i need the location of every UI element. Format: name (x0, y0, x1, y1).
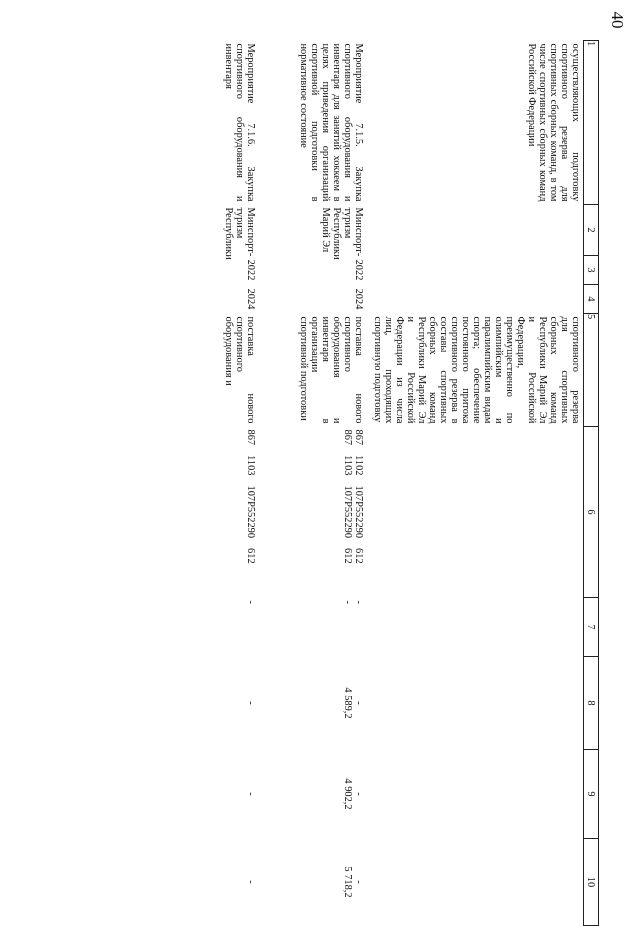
col-header-4: 4 (584, 285, 599, 314)
cell-start-year: 2022 (353, 259, 364, 281)
cell-executor: Минспорт-туризм Республики (223, 207, 256, 260)
col-header-3: 3 (584, 256, 599, 285)
cell-result: поставка нового спортивного оборудования и инвентаря в организации спортивной подготовки (298, 316, 364, 424)
col-header-10: 10 (584, 839, 599, 926)
page-number: 40 (608, 11, 627, 29)
cell-executor (366, 205, 584, 256)
col-header-8: 8 (584, 657, 599, 750)
col-header-9: 9 (584, 750, 599, 839)
code-rzpr: 1103 (245, 455, 256, 476)
cell-col7 (366, 598, 584, 657)
cell-col8: - (245, 701, 256, 705)
cell-end-year: 2024 (353, 288, 364, 310)
column-number-header (584, 41, 599, 926)
col-header-2: 2 (584, 205, 599, 256)
code-grbs: 867 (245, 429, 256, 446)
cell-col7: - - (342, 600, 364, 604)
col-header-6: 6 (584, 427, 599, 598)
cell-col7: - (245, 600, 256, 604)
code-grbs: 867 867 (342, 429, 364, 446)
code-csr: 107P552290 107P552290 (342, 485, 364, 539)
cell-col8 (366, 657, 584, 750)
cell-event: осуществляющих подготовку спортивного резерва для спортивных сборных команд, в том числе спортивных сборных команд Российской Федерации (526, 43, 581, 202)
code-vr: 612 (245, 548, 256, 564)
cell-budget-codes (258, 427, 366, 598)
cell-col9: - 4 902,2 (342, 778, 364, 810)
program-table (217, 40, 599, 926)
cell-executor: Минспорт-туризм Республики Марий Эл (320, 207, 364, 260)
cell-budget-codes (366, 427, 584, 598)
col-header-5: 5 (584, 314, 599, 427)
cell-event: Мероприятие 7.1.6. Закупка спортивного оборудования и инвентаря (223, 43, 256, 202)
rotated-table-sheet (120, 40, 599, 915)
cell-event: Мероприятие 7.1.5. Закупка спортивного оборудования и инвентаря для занятий хоккеем в целях приведения организаций спортивной подготовки в нормативное состояние (298, 43, 364, 202)
code-rzpr: 1102 1103 (342, 455, 364, 476)
table-row (217, 41, 258, 926)
cell-start-year (366, 256, 584, 285)
cell-col8: - 4 589,2 (342, 687, 364, 719)
code-csr: 107P552290 (245, 485, 256, 539)
col-header-7: 7 (584, 598, 599, 657)
table-row (258, 41, 366, 926)
cell-col9: - (245, 792, 256, 796)
cell-col10: - 5 718,2 (342, 866, 364, 898)
cell-end-year: 2024 (245, 288, 256, 310)
cell-result: поставка нового спортивного оборудования и (223, 316, 256, 424)
cell-col10 (366, 839, 584, 926)
code-vr: 612 612 (342, 548, 364, 564)
cell-result: спортивного резерва для спортивных сборных команд Республики Марий Эл и Российской Федерации, преимущественно по олимпийским и паралимпийским видам спорта; обеспечение постоянного притока спортивного резерва в составы спортивных сборных команд Республики Марий Эл и Российской Федерации из числа лиц, проходящих спортивную подготовку (372, 316, 581, 424)
cell-col9 (366, 750, 584, 839)
cell-budget-codes (217, 427, 258, 598)
cell-start-year: 2022 (245, 259, 256, 281)
cell-col10: - (245, 880, 256, 884)
cell-end-year (366, 285, 584, 314)
col-header-1: 1 (584, 41, 599, 205)
table-row (366, 41, 584, 926)
